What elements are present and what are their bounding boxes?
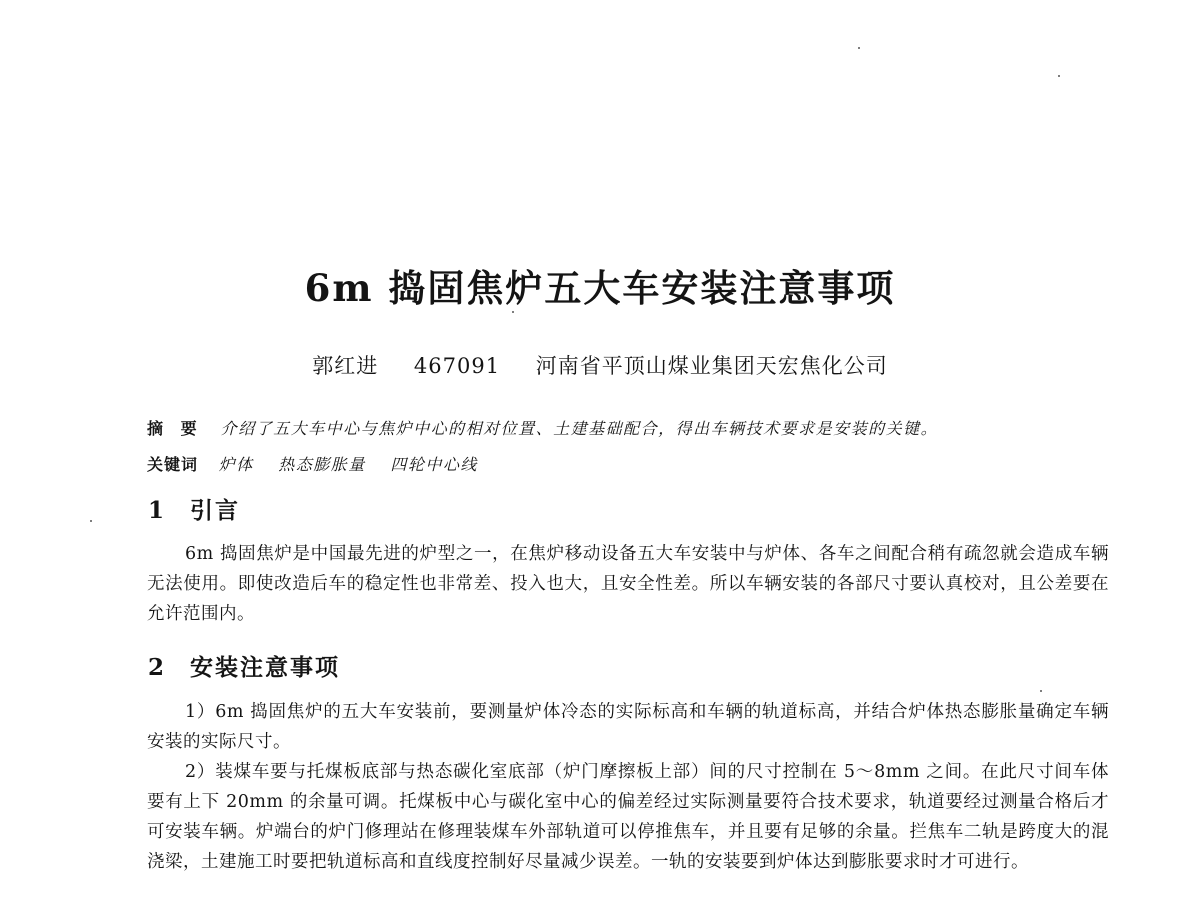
abstract-text: 介绍了五大车中心与焦炉中心的相对位置、土建基础配合，得出车辆技术要求是安装的关键。 (220, 419, 939, 438)
paragraph (147, 697, 1109, 757)
keyword-item: 四轮中心线 (390, 455, 478, 474)
author-name: 郭红进 (312, 354, 379, 378)
abstract-label: 摘 要 (147, 419, 203, 438)
paragraph-text: 1）6m 捣固焦炉的五大车安装前，要测量炉体冷态的实际标高和车辆的轨道标高，并结合炉体热态膨胀量确定车辆安装的实际尺寸。 (147, 702, 1109, 752)
paper-title: 6m 捣固焦炉五大车安装注意事项 (304, 266, 896, 310)
keywords-label: 关键词 (147, 455, 199, 474)
section-title: 引言 (190, 498, 240, 524)
scan-speck (858, 47, 860, 49)
author-postcode: 467091 (413, 354, 501, 378)
paragraph (147, 539, 1109, 629)
keyword-item: 热态膨胀量 (278, 455, 366, 474)
section-number: 1 (148, 497, 167, 524)
author-line (0, 350, 1200, 380)
section-heading-introduction (148, 492, 240, 525)
abstract (147, 416, 1107, 439)
paragraph-text: 2）装煤车要与托煤板底部与热态碳化室底部（炉门摩擦板上部）间的尺寸控制在 5～8mm 之间。在此尺寸间车体要有上下 20mm 的余量可调。托煤板中心与碳化室中心的偏差经过实际测量要符合技术要求，轨道要经过测量合格后才可安装车辆。炉端台的炉门修理站在修理装煤车外部轨道可以停推焦车，并且要有足够的余量。拦焦车二轨是跨度大的混浇梁，土建施工时要把轨道标高和直线度控制好尽量减少误差。一轨的安装要到炉体达到膨胀要求时才可进行。 (147, 762, 1109, 872)
keywords (147, 452, 1107, 475)
author-affiliation: 河南省平顶山煤业集团天宏焦化公司 (535, 354, 888, 378)
scan-speck (512, 311, 514, 313)
paragraph (147, 757, 1109, 877)
keyword-item: 炉体 (218, 455, 254, 474)
section-number: 2 (148, 654, 167, 681)
section-title: 安装注意事项 (190, 655, 340, 681)
scan-speck (90, 520, 92, 522)
scan-speck (1058, 75, 1060, 77)
paragraph-text: 6m 捣固焦炉是中国最先进的炉型之一，在焦炉移动设备五大车安装中与炉体、各车之间配合稍有疏忽就会造成车辆无法使用。即使改造后车的稳定性也非常差、投入也大，且安全性差。所以车辆安装的各部尺寸要认真校对，且公差要在允许范围内。 (147, 544, 1109, 624)
section-heading-installation (148, 649, 340, 682)
scan-speck (1040, 690, 1042, 692)
